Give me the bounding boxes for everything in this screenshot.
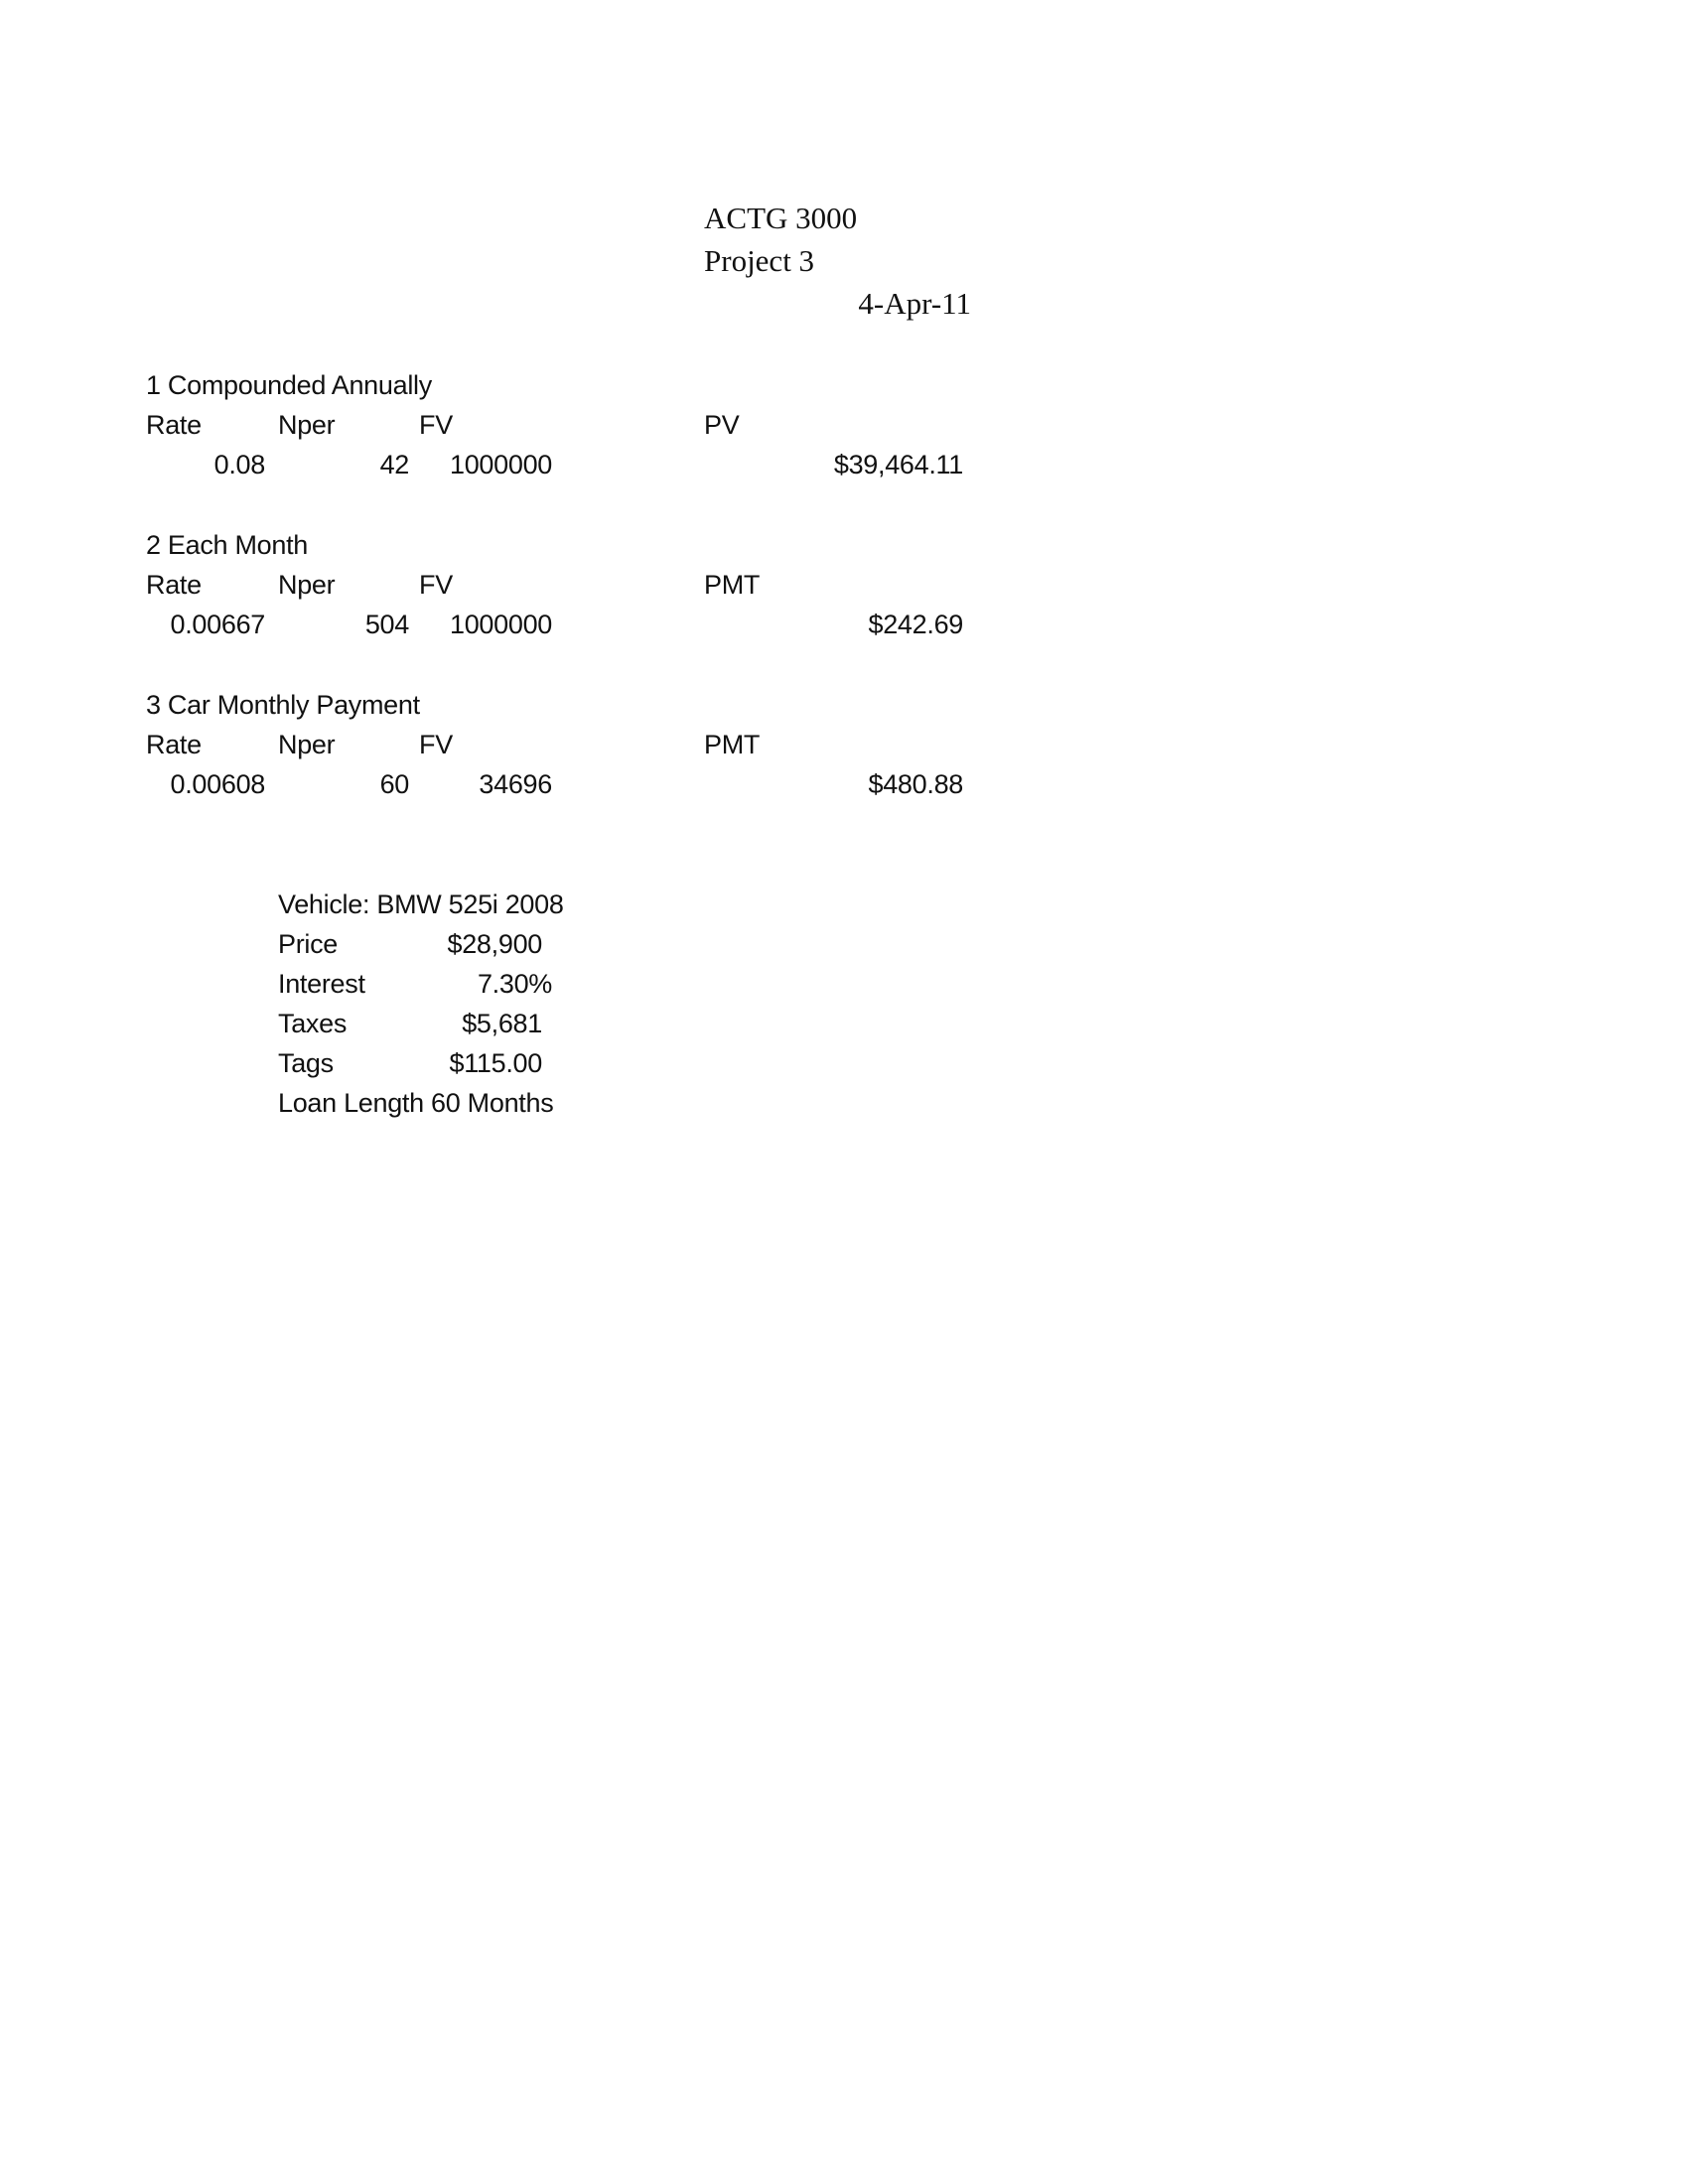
tags-value: $115.00 — [449, 1048, 542, 1078]
value-pv: $39,464.11 — [833, 450, 963, 479]
value-rate: 0.08 — [213, 450, 265, 479]
header-nper: Nper — [278, 570, 336, 600]
header-fv: FV — [419, 570, 453, 600]
header-nper: Nper — [278, 410, 336, 440]
value-nper: 42 — [379, 450, 409, 479]
header-pmt: PMT — [704, 570, 761, 600]
header-pv: PV — [704, 410, 740, 440]
header-rate: Rate — [146, 410, 202, 440]
vehicle-title: Vehicle: BMW 525i 2008 — [278, 889, 564, 919]
header-nper: Nper — [278, 730, 336, 759]
header-pmt: PMT — [704, 730, 761, 759]
value-fv: 1000000 — [449, 610, 552, 639]
loan-length: Loan Length 60 Months — [278, 1088, 554, 1118]
header-fv: FV — [419, 410, 453, 440]
interest-value: 7.30% — [477, 969, 552, 999]
course-title: ACTG 3000 — [704, 201, 858, 235]
value-rate: 0.00667 — [170, 610, 265, 639]
value-rate: 0.00608 — [170, 769, 265, 799]
document-date: 4-Apr-11 — [858, 286, 971, 321]
price-value: $28,900 — [447, 929, 542, 959]
price-label: Price — [278, 929, 339, 959]
value-fv: 1000000 — [449, 450, 552, 479]
value-pmt: $480.88 — [868, 769, 963, 799]
value-fv: 34696 — [479, 769, 552, 799]
tags-label: Tags — [278, 1048, 334, 1078]
project-title: Project 3 — [704, 243, 815, 278]
header-fv: FV — [419, 730, 453, 759]
value-nper: 504 — [364, 610, 409, 639]
header-rate: Rate — [146, 730, 202, 759]
value-pmt: $242.69 — [868, 610, 963, 639]
section-title: 1 Compounded Annually — [146, 370, 432, 400]
interest-label: Interest — [278, 969, 365, 999]
taxes-label: Taxes — [278, 1009, 348, 1038]
taxes-value: $5,681 — [462, 1009, 542, 1038]
section-title: 2 Each Month — [146, 530, 309, 560]
section-title: 3 Car Monthly Payment — [146, 690, 420, 720]
value-nper: 60 — [379, 769, 409, 799]
header-rate: Rate — [146, 570, 202, 600]
